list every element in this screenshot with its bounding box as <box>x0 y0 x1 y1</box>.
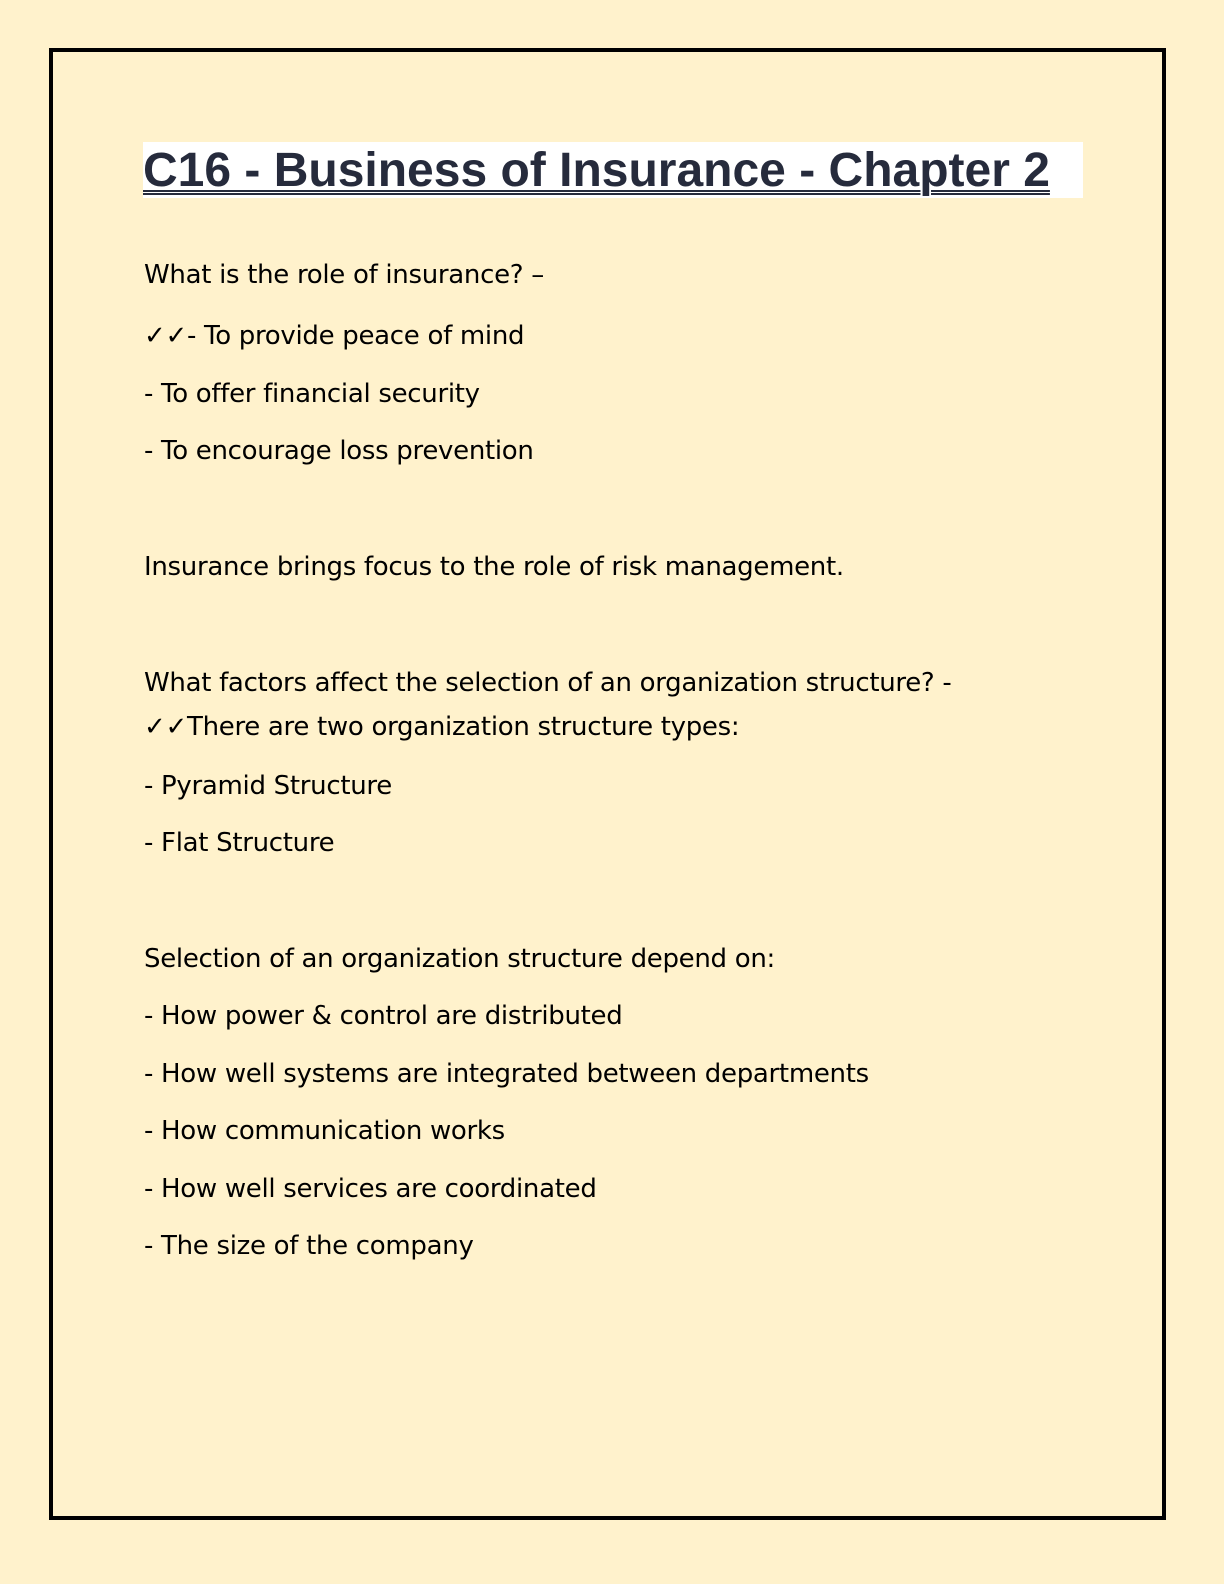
double-check-icon: ✓✓ <box>144 712 187 742</box>
statement-risk-management: Insurance brings focus to the role of risk management. <box>144 552 844 582</box>
question-organization-structure: What factors affect the selection of an organization structure? - <box>144 668 952 698</box>
list-item-company-size: - The size of the company <box>144 1231 474 1261</box>
answer-loss-prevention: - To encourage loss prevention <box>144 436 534 466</box>
double-check-icon: ✓✓ <box>144 321 187 351</box>
statement-selection-depends-on: Selection of an organization structure depend on: <box>144 944 775 974</box>
document-title: C16 - Business of Insurance - Chapter 2 <box>143 144 1050 197</box>
answer-peace-of-mind: ✓✓- To provide peace of mind <box>144 321 525 351</box>
list-item-flat-structure: - Flat Structure <box>144 828 335 858</box>
answer-financial-security: - To offer financial security <box>144 379 480 409</box>
list-item-services-coordinated: - How well services are coordinated <box>144 1174 597 1204</box>
list-item-systems-integration: - How well systems are integrated between departments <box>144 1059 869 1089</box>
list-item-pyramid-structure: - Pyramid Structure <box>144 771 392 801</box>
question-role-of-insurance: What is the role of insurance? – <box>144 260 544 290</box>
answer-two-structure-types: ✓✓There are two organization structure types: <box>144 712 740 742</box>
list-item-communication: - How communication works <box>144 1116 505 1146</box>
list-item-power-control: - How power & control are distributed <box>144 1001 623 1031</box>
